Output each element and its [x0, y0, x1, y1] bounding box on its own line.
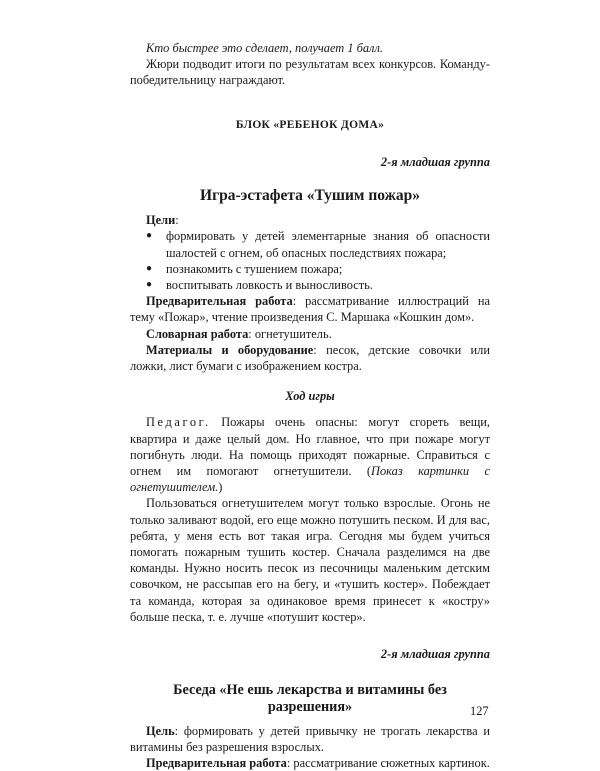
game-title: Игра-эстафета «Тушим пожар»: [200, 187, 420, 205]
materials: [130, 342, 490, 374]
stage-direction: Показ картинки с огнетушителем.: [130, 464, 490, 495]
game-rules: Пользоваться огнетушителем могут только взрослые. Огонь не только заливают водой, его еще можно потушить песком. И для вас, ребята, у меня есть вот такая игра. Сегодня мы будем учиться помогать пожарным тушить костер. Сначала разделимся на две команды. Нужно носить песок из песочницы маленьким детским совочком, не рассыпав его на бегу, и «тушить костер». Побеждает та команда, которая за одинаковое время принесет к «костру» больше песка, т. е. лучше «потушит костер».: [130, 496, 490, 624]
talk-goal-text: : формировать у детей привычку не трогать лекарства и витамины без разрешения взрослых.: [130, 723, 490, 754]
speaker-label: Педагог.: [146, 415, 211, 430]
bullet-icon: ●: [146, 279, 153, 291]
goal-item: [146, 261, 490, 277]
prep-label: Предварительная работа: [146, 294, 293, 309]
vocab-label: Словарная работа: [146, 326, 249, 341]
talk-title: Беседа «Не ешь лекарства и витамины без разрешения»: [173, 682, 447, 715]
group-label-1: 2-я младшая группа: [380, 154, 490, 169]
talk-prep-label: Предварительная работа: [146, 756, 287, 771]
bullet-icon: ●: [146, 262, 153, 274]
goal-text: воспитывать ловкость и выносливость.: [166, 278, 373, 293]
goal-item: [146, 277, 490, 293]
prep-work: [130, 293, 490, 325]
page-number: 127: [470, 704, 489, 718]
talk-goal-label: Цель: [146, 723, 175, 738]
group-label-2: 2-я младшая группа: [380, 647, 490, 662]
teacher-speech: [130, 414, 490, 495]
scoring-line: Кто быстрее это сделает, получает 1 балл.: [146, 41, 383, 55]
vocab-text: : огнетушитель.: [248, 326, 332, 341]
course-title: Ход игры: [285, 389, 335, 404]
goal-text: познакомить с тушением пожара;: [166, 261, 343, 276]
talk-goal: [130, 723, 490, 755]
goals-label: Цели: [146, 213, 176, 228]
goals-colon: :: [175, 213, 179, 228]
prep-text: : рассматривание иллюстраций на тему «Пожар», чтение произведения С. Маршака «Кошкин дом».: [130, 294, 491, 325]
block-title: БЛОК «РЕБЕНОК ДОМА»: [235, 118, 385, 131]
speech-end: ): [218, 480, 223, 495]
materials-text: : песок, детские совочки или ложки, лист бумаги с изображением костра.: [130, 342, 490, 374]
goals-heading: [130, 212, 490, 228]
materials-label: Материалы и оборудование: [146, 342, 314, 357]
speech-text: Пожары очень опасны: могут сгореть вещи, квартира и даже целый дом. Но главное, что при пожаре могут погибнуть люди. На помощь приходят пожарные. Справиться с огнем им помогают огнетушители. (: [130, 415, 490, 479]
bullet-icon: ●: [146, 230, 153, 242]
talk-prep-text: : рассматривание сюжетных картинок.: [286, 756, 490, 771]
goal-text: формировать у детей элементарные знания об опасности шалостей с огнем, об опасных последствиях пожара;: [166, 229, 490, 260]
book-page: [130, 40, 490, 771]
jury-line: Жюри подводит итоги по результатам всех конкурсов. Команду-победительницу награждают.: [130, 57, 490, 88]
talk-prep: [130, 755, 490, 771]
vocab-work: [130, 326, 490, 342]
goal-item: [146, 228, 490, 260]
